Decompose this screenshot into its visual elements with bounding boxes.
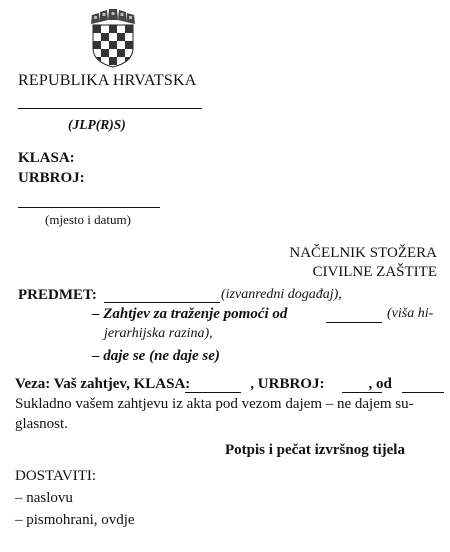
recipient-line-2: CIVILNE ZAŠTITE [312, 264, 437, 280]
place-date-label: (mjesto i datum) [45, 212, 131, 227]
ref-klasa-blank [185, 392, 241, 393]
request-hint-1: (viša hi- [387, 306, 434, 321]
klasa-label: KLASA: [18, 150, 75, 166]
country-title: REPUBLIKA HRVATSKA [18, 72, 197, 89]
croatian-coat-of-arms-icon [88, 8, 138, 68]
subject-label: PREDMET: [18, 287, 97, 303]
ref-date-blank [402, 392, 444, 393]
delivery-item: – naslovu [15, 490, 73, 506]
request-blank-line [326, 322, 382, 323]
decision-line: – daje se (ne daje se) [92, 348, 220, 364]
signature-label: Potpis i pečat izvršnog tijela [225, 442, 405, 458]
request-hint-2: jerarhijska razina), [104, 326, 213, 341]
event-hint: (izvanredni događaj), [221, 287, 342, 302]
body-text-line-1: Sukladno vašem zahtjevu iz akta pod vezom dajem – ne dajem su- [15, 396, 414, 412]
event-blank-line [104, 302, 220, 303]
request-main: – Zahtjev za traženje pomoći od [92, 306, 288, 322]
place-date-line [18, 207, 160, 208]
urbroj-label: URBROJ: [18, 170, 85, 186]
unit-label: (JLP(R)S) [68, 117, 126, 132]
reference-urbroj: , URBROJ: [250, 376, 325, 392]
ref-urbroj-blank [342, 392, 382, 393]
unit-name-line [18, 108, 202, 109]
reference-klasa: Veza: Vaš zahtjev, KLASA: [15, 376, 191, 392]
reference-line [15, 376, 392, 393]
reference-od: , od [368, 376, 392, 392]
recipient-line-1: NAČELNIK STOŽERA [289, 245, 437, 261]
delivery-item: – pismohrani, ovdje [15, 512, 135, 528]
body-text-line-2: glasnost. [15, 416, 68, 432]
delivery-title: DOSTAVITI: [15, 468, 97, 484]
